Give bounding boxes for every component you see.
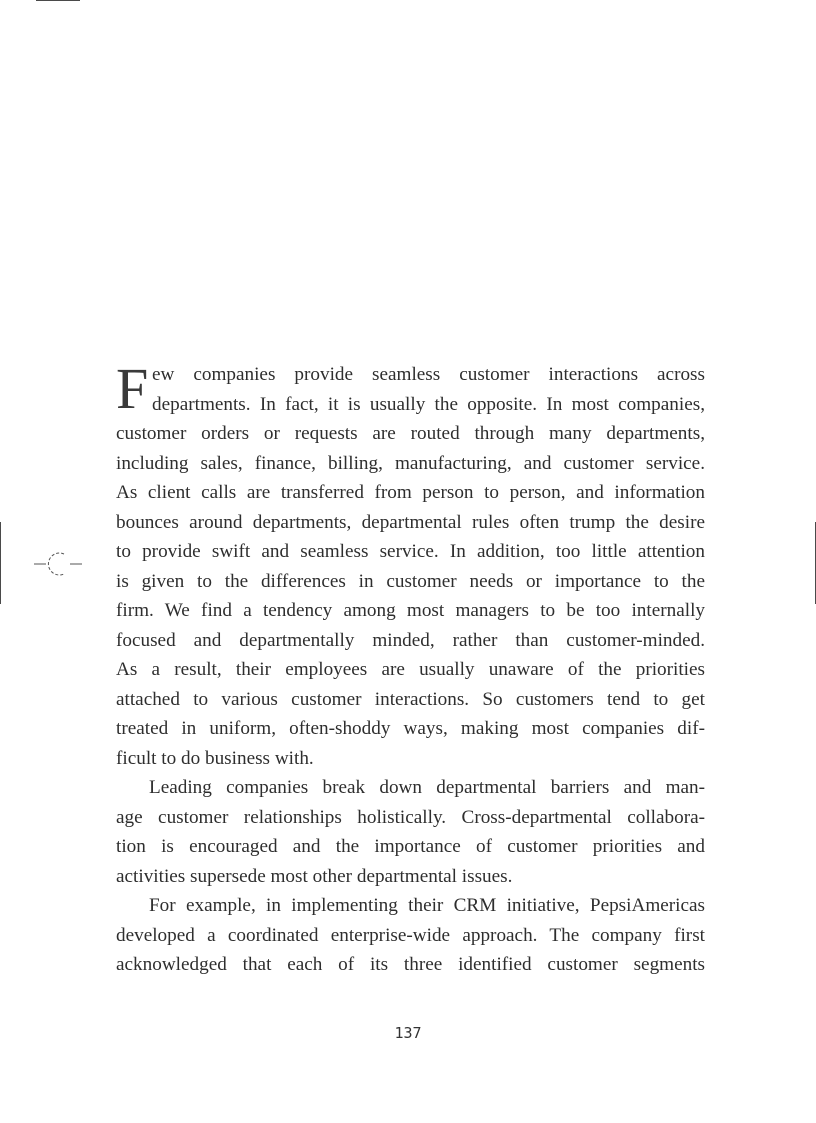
- text-line: developed a coordinated enterprise-wide approach. The company first: [116, 924, 705, 946]
- text-line: is given to the differences in customer needs or importance to the: [116, 570, 705, 592]
- text-line: Leading companies break down departmental barriers and man-: [149, 777, 705, 798]
- text-line: firm. We find a tendency among most managers to be too internally: [116, 600, 705, 621]
- text-line: For example, in implementing their CRM initiative, PepsiAmericas: [149, 895, 705, 916]
- text-line: departments. In fact, it is usually the opposite. In most companies,: [152, 393, 705, 415]
- crop-mark-left: [0, 522, 1, 604]
- text-line: acknowledged that each of its three identified customer segments: [116, 954, 705, 975]
- text-line: As a result, their employees are usually unaware of the priorities: [116, 659, 705, 680]
- text-line: bounces around departments, departmental rules often trump the desire: [116, 511, 705, 533]
- body-text: [116, 356, 705, 980]
- paragraph-1: [116, 356, 705, 773]
- text-line: age customer relationships holistically. Cross-departmental collabora-: [116, 806, 705, 828]
- text-line: focused and departmentally minded, rather than customer-minded.: [116, 629, 705, 651]
- text-line: ficult to do business with.: [116, 747, 314, 769]
- registration-mark-icon: [34, 548, 82, 578]
- text-line: including sales, finance, billing, manufacturing, and customer service.: [116, 452, 705, 474]
- text-line: attached to various customer interactions. So customers tend to get: [116, 688, 705, 710]
- paragraph-3: [116, 891, 705, 980]
- text-line: treated in uniform, often-shoddy ways, making most companies dif-: [116, 718, 705, 739]
- text-line: As client calls are transferred from person to person, and information: [116, 482, 705, 503]
- page-number: 137: [394, 1024, 422, 1042]
- text-line: ew companies provide seamless customer interactions across: [152, 364, 705, 385]
- text-line: tion is encouraged and the importance of customer priorities and: [116, 836, 705, 857]
- drop-cap: F: [116, 356, 149, 421]
- crop-mark-top: [36, 0, 80, 1]
- paragraph-2: [116, 773, 705, 891]
- text-line: customer orders or requests are routed through many departments,: [116, 423, 705, 444]
- text-line: to provide swift and seamless service. In addition, too little attention: [116, 541, 705, 562]
- text-line: activities supersede most other departmental issues.: [116, 865, 513, 887]
